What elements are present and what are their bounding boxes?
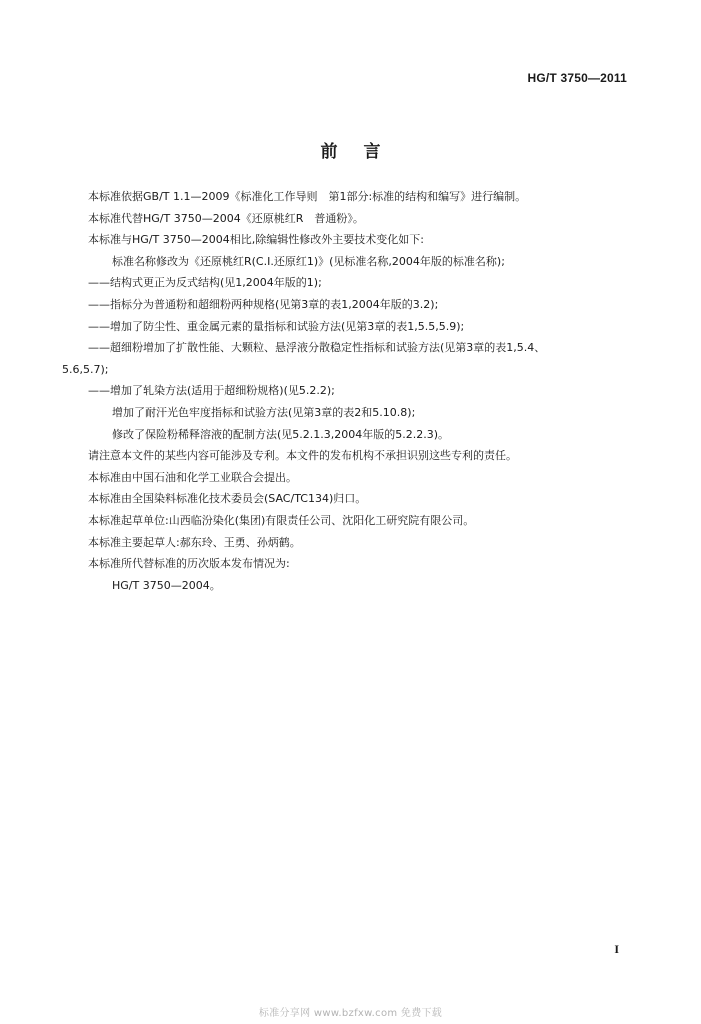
watermark: 标准分享网 www.bzfxw.com 免费下载: [258, 1008, 443, 1019]
change-item: ——结构式更正为反式结构(见1,2004年版的1);: [88, 276, 322, 290]
change-item: ——增加了轧染方法(适用于超细粉规格)(见5.2.2);: [88, 384, 335, 398]
paragraph: 本标准起草单位:山西临汾染化(集团)有限责任公司、沈阳化工研究院有限公司。: [88, 513, 475, 527]
paragraph: 本标准依据GB/T 1.1—2009《标准化工作导则 第1部分:标准的结构和编写》进行编制。: [88, 190, 527, 203]
paragraph: 本标准由中国石油和化学工业联合会提出。: [88, 470, 297, 484]
page-title: 前言: [320, 142, 407, 162]
document-body: [62, 186, 642, 596]
change-item: ——超细粉增加了扩散性能、大颗粒、悬浮液分散稳定性指标和试验方法(见第3章的表1,5.4、: [88, 341, 546, 355]
change-item: 修改了保险粉稀释溶液的配制方法(见5.2.1.3,2004年版的5.2.2.3)。: [112, 427, 450, 441]
change-item: ——指标分为普通粉和超细粉两种规格(见第3章的表1,2004年版的3.2);: [88, 297, 439, 311]
paragraph: 本标准与HG/T 3750—2004相比,除编辑性修改外主要技术变化如下:: [88, 233, 424, 247]
paragraph: 本标准代替HG/T 3750—2004《还原桃红R 普通粉》。: [88, 211, 364, 225]
paragraph: 请注意本文件的某些内容可能涉及专利。本文件的发布机构不承担识别这些专利的责任。: [88, 449, 517, 463]
page-number: I: [614, 942, 619, 956]
change-item: ——增加了防尘性、重金属元素的量指标和试验方法(见第3章的表1,5.5,5.9);: [88, 319, 465, 333]
change-item-continuation: 5.6,5.7);: [62, 362, 109, 376]
change-item: 标准名称修改为《还原桃红R(C.I.还原红1)》(见标准名称,2004年版的标准名称);: [112, 254, 505, 268]
paragraph: 本标准由全国染料标准化技术委员会(SAC/TC134)归口。: [88, 492, 367, 506]
change-item: 增加了耐汗光色牢度指标和试验方法(见第3章的表2和5.10.8);: [112, 405, 416, 419]
paragraph: 本标准所代替标准的历次版本发布情况为:: [88, 557, 290, 571]
standard-code: HG/T 3750—2011: [527, 71, 627, 85]
paragraph: 本标准主要起草人:郝东玲、王勇、孙炳鹤。: [88, 535, 301, 549]
paragraph: HG/T 3750—2004。: [112, 578, 221, 592]
